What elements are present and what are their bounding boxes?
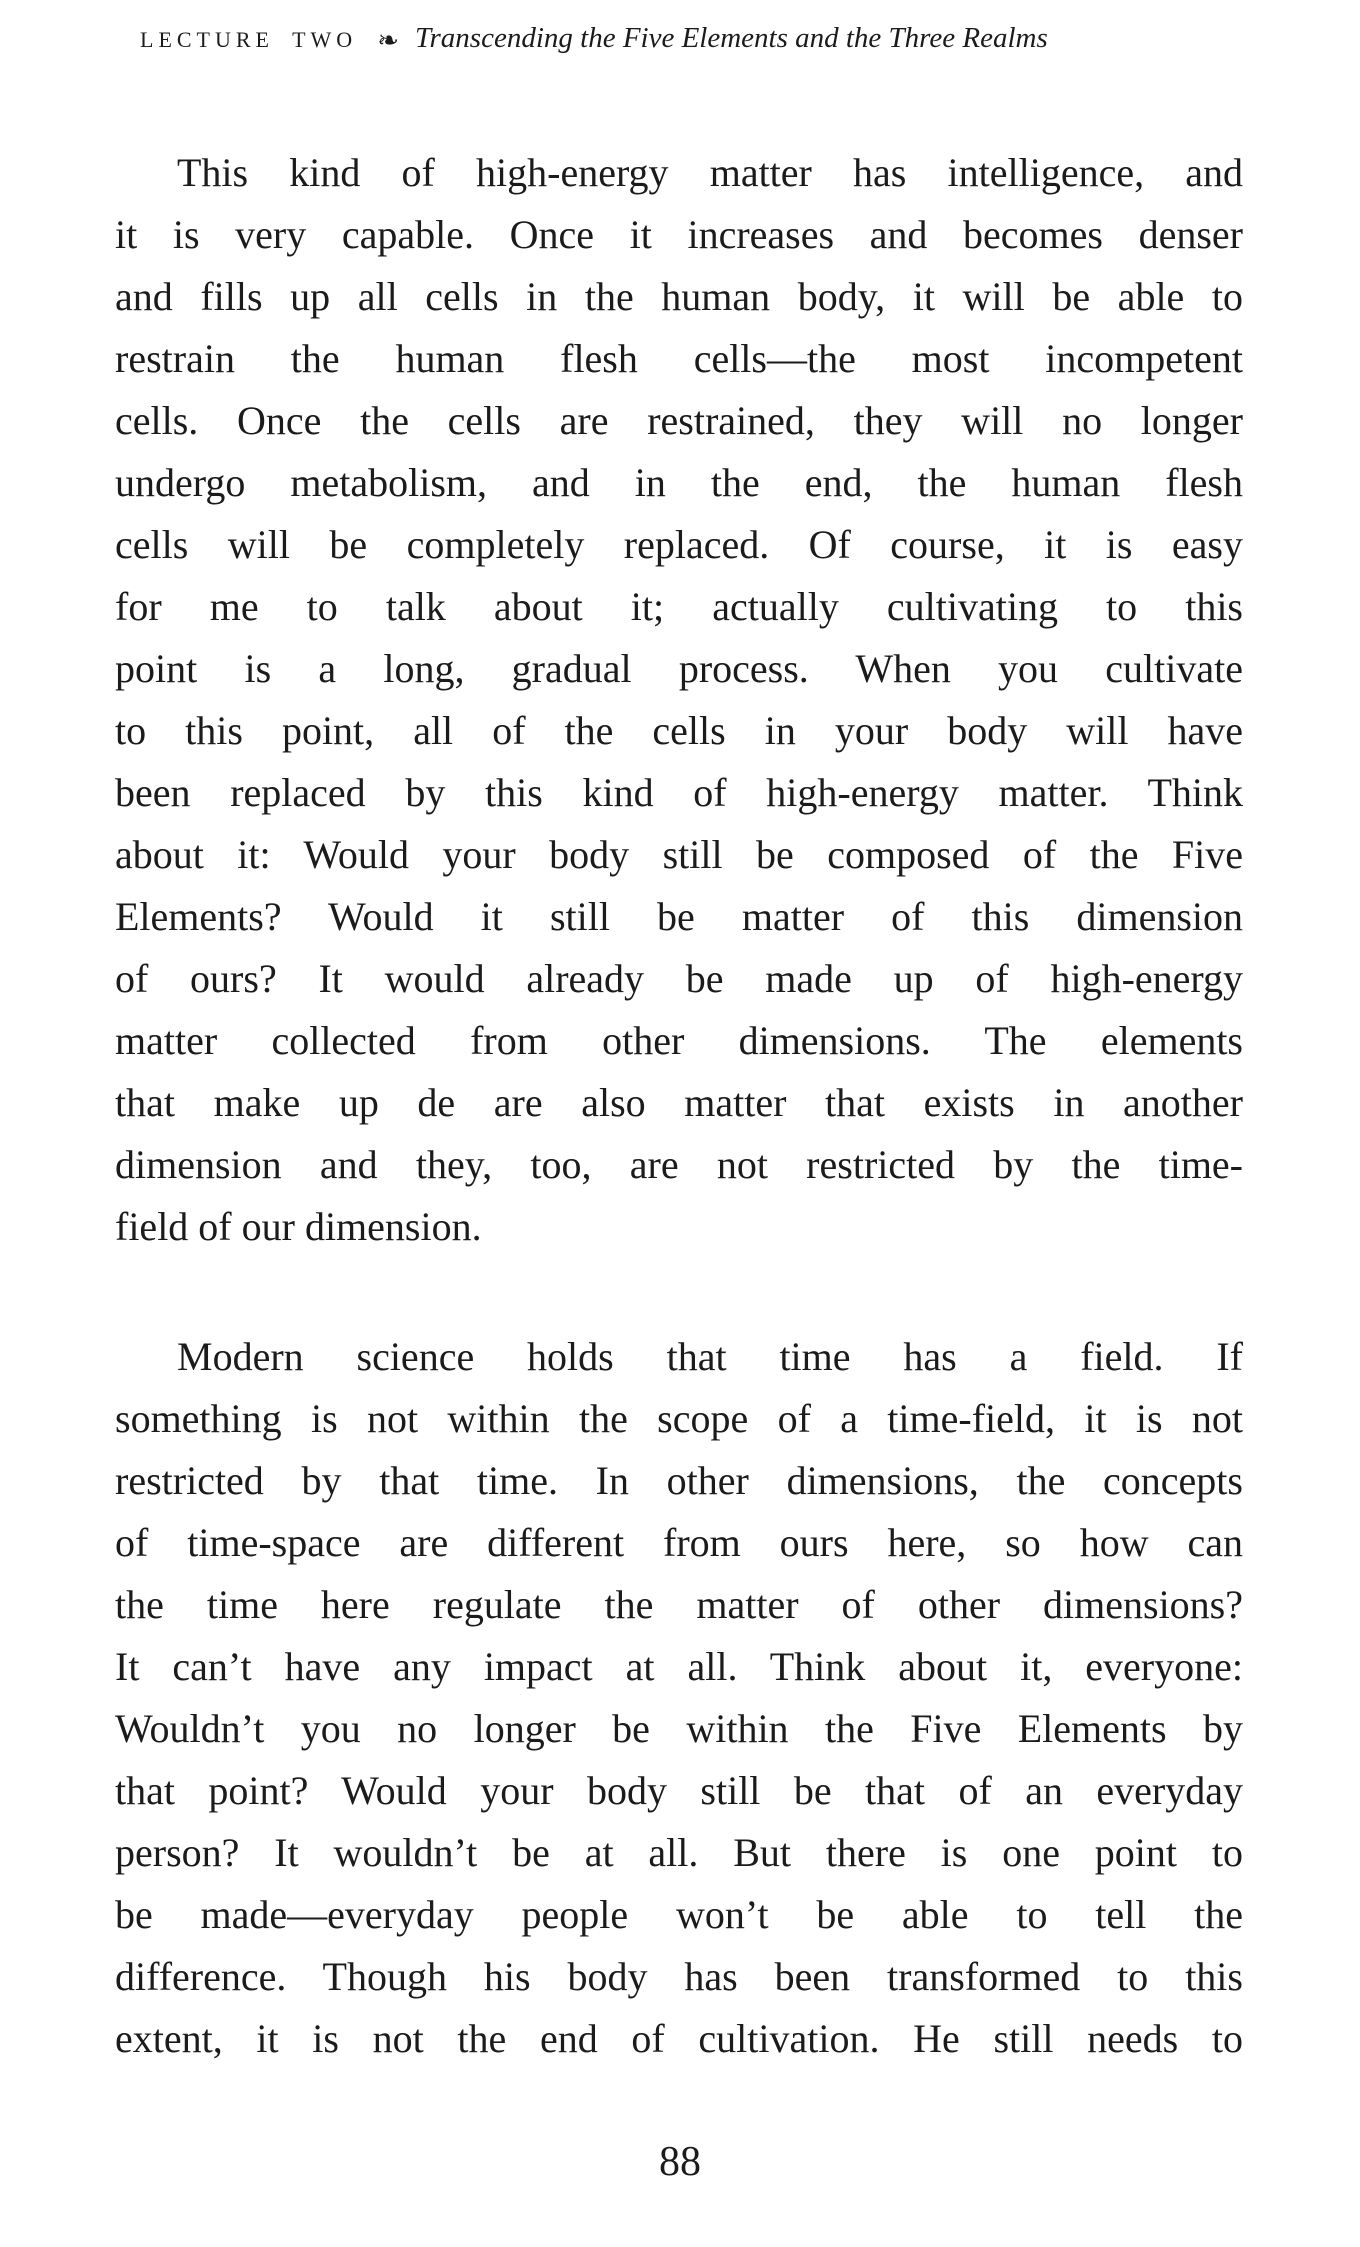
text-line: undergo metabolism, and in the end, the human flesh bbox=[115, 460, 1243, 505]
text-line: that point? Would your body still be that of an everyday bbox=[115, 1768, 1243, 1813]
text-line: Elements? Would it still be matter of this dimension bbox=[115, 894, 1243, 939]
text-line: It can’t have any impact at all. Think about it, everyone: bbox=[115, 1644, 1243, 1689]
paragraph bbox=[115, 142, 1243, 1258]
running-head bbox=[140, 22, 1250, 55]
text-line: field of our dimension. bbox=[115, 1204, 482, 1249]
body-text-block bbox=[115, 142, 1243, 2070]
text-line: point is a long, gradual process. When you cultivate bbox=[115, 646, 1243, 691]
text-line: to this point, all of the cells in your body will have bbox=[115, 708, 1243, 753]
text-line: of ours? It would already be made up of high-energy bbox=[115, 956, 1243, 1001]
text-line: Modern science holds that time has a field. If bbox=[177, 1334, 1243, 1379]
text-line: about it: Would your body still be composed of the Five bbox=[115, 832, 1243, 877]
text-line: the time here regulate the matter of other dimensions? bbox=[115, 1582, 1243, 1627]
text-line: cells. Once the cells are restrained, they will no longer bbox=[115, 398, 1243, 443]
running-head-lecture-label: LECTURE TWO bbox=[140, 27, 358, 52]
text-line: cells will be completely replaced. Of course, it is easy bbox=[115, 522, 1243, 567]
text-line: restricted by that time. In other dimensions, the concepts bbox=[115, 1458, 1243, 1503]
text-line: extent, it is not the end of cultivation. He still needs to bbox=[115, 2016, 1243, 2061]
text-line: matter collected from other dimensions. The elements bbox=[115, 1018, 1243, 1063]
text-line: something is not within the scope of a time-field, it is not bbox=[115, 1396, 1243, 1441]
running-head-chapter-title: Transcending the Five Elements and the Three Realms bbox=[414, 22, 1048, 54]
page-number: 88 bbox=[659, 2139, 701, 2185]
text-line: restrain the human flesh cells—the most incompetent bbox=[115, 336, 1243, 381]
text-line: dimension and they, too, are not restricted by the time- bbox=[115, 1142, 1243, 1187]
text-line: difference. Though his body has been transformed to this bbox=[115, 1954, 1243, 1999]
fleuron-leaf-icon: ❧ bbox=[377, 26, 399, 55]
text-line: that make up de are also matter that exists in another bbox=[115, 1080, 1243, 1125]
text-line: person? It wouldn’t be at all. But there is one point to bbox=[115, 1830, 1243, 1875]
text-line: of time-space are different from ours here, so how can bbox=[115, 1520, 1243, 1565]
text-line: Wouldn’t you no longer be within the Five Elements by bbox=[115, 1706, 1243, 1751]
text-line: for me to talk about it; actually cultivating to this bbox=[115, 584, 1243, 629]
paragraph bbox=[115, 1326, 1243, 2070]
text-line: been replaced by this kind of high-energy matter. Think bbox=[115, 770, 1243, 815]
text-line: it is very capable. Once it increases and becomes denser bbox=[115, 212, 1243, 257]
text-line: be made—everyday people won’t be able to tell the bbox=[115, 1892, 1243, 1937]
text-line: and fills up all cells in the human body, it will be able to bbox=[115, 274, 1243, 319]
text-line: This kind of high-energy matter has intelligence, and bbox=[177, 150, 1243, 195]
